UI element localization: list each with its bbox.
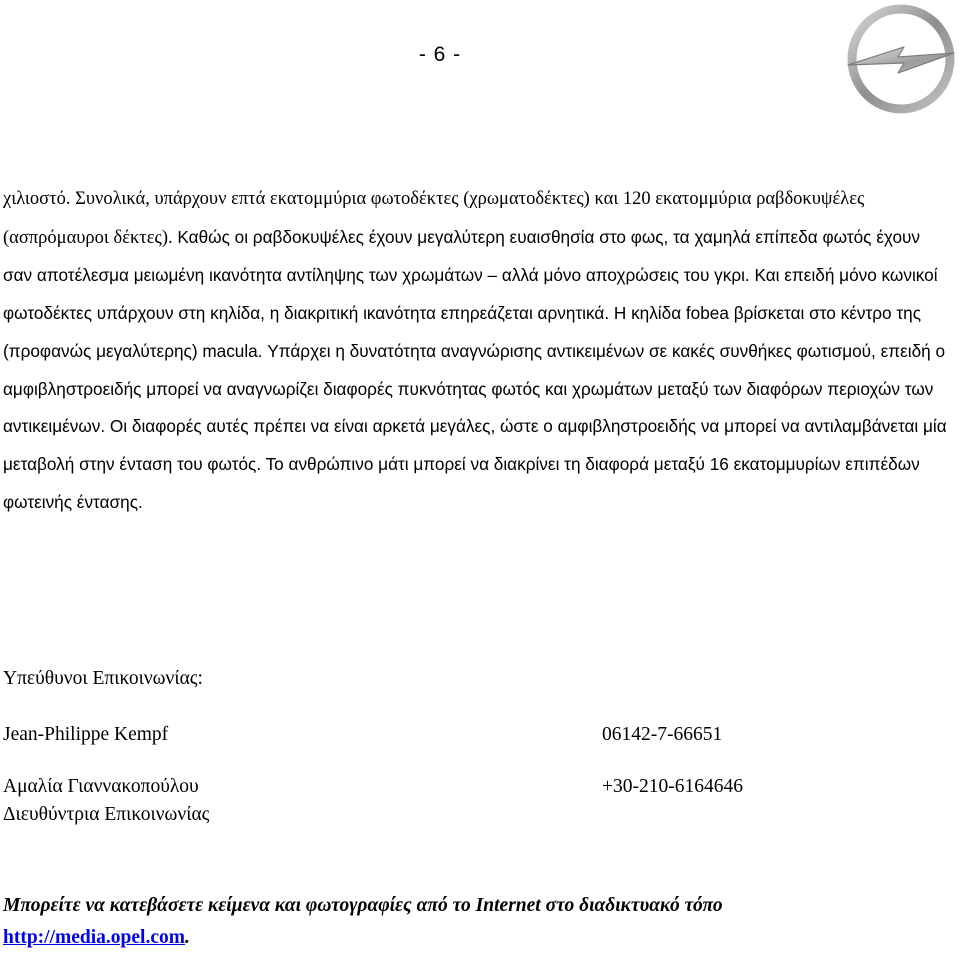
body-text-run: Συνολικά, υπάρχουν επτά εκατομμύρια φωτοδέκτες (χρωματοδέκτες) και 120 εκατομμύρια ραβδοκυψέλες (ασπρόμαυροι δέκτες). xyxy=(3,189,865,248)
body-paragraph xyxy=(3,180,953,521)
opel-blitz-logo-icon xyxy=(846,3,956,115)
footer-suffix: . xyxy=(184,927,190,948)
body-text-run: χιλιοστό. xyxy=(3,189,76,209)
footer-text: Μπορείτε να κατεβάσετε κείμενα και φωτογραφίες από το Internet στο διαδικτυακό τόπο xyxy=(3,895,723,916)
media-link[interactable]: http://media.opel.com xyxy=(3,927,185,948)
contact-phone: 06142-7-66651 xyxy=(602,724,723,745)
body-text-run: Καθώς οι ραβδοκυψέλες έχουν μεγαλύτερη ευαισθησία στο φως, τα χαμηλά επίπεδα φωτός έχουν σαν αποτέλεσμα μειωμένη ικανότητα αντίληψης των χρωμάτων – αλλά μόνο αποχρώσεις του γκρι. Και επειδή μόνο κωνικοί φωτοδέκτες υπάρχουν στη κηλίδα, η διακριτική ικανότητα επηρεάζεται αρνητικά. Η κηλίδα fobea βρίσκεται στο κέντρο της (προφανώς μεγαλύτερης) macula. Υπάρχει η δυνατότητα αναγνώρισης αντικειμένων σε κακές συνθήκες φωτισμού, επειδή ο αμφιβληστροειδής μπορεί να αναγνωρίζει διαφορές πυκνότητας φωτός και χρωμάτων μεταξύ των διαφόρων περιοχών των αντικειμένων. Οι διαφορές αυτές πρέπει να είναι αρκετά μεγάλες, ώστε ο αμφιβληστροειδής να μπορεί να αντιλαμβάνεται μία μεταβολή στην ένταση του φωτός. Το ανθρώπινο μάτι μπορεί να διακρίνει τη διαφορά μεταξύ 16 εκατομμυρίων επιπέδων φωτεινής έντασης. xyxy=(3,226,947,512)
contacts-heading: Υπεύθυνοι Επικοινωνίας: xyxy=(3,668,203,689)
contact-name: Αμαλία Γιαννακοπούλου xyxy=(3,776,199,797)
contact-name: Jean-Philippe Kempf xyxy=(3,724,169,745)
footer-note xyxy=(3,890,723,954)
contact-title: Διευθύντρια Επικοινωνίας xyxy=(3,804,210,825)
contact-phone: +30-210-6164646 xyxy=(602,776,743,797)
page-number: - 6 - xyxy=(418,43,462,66)
